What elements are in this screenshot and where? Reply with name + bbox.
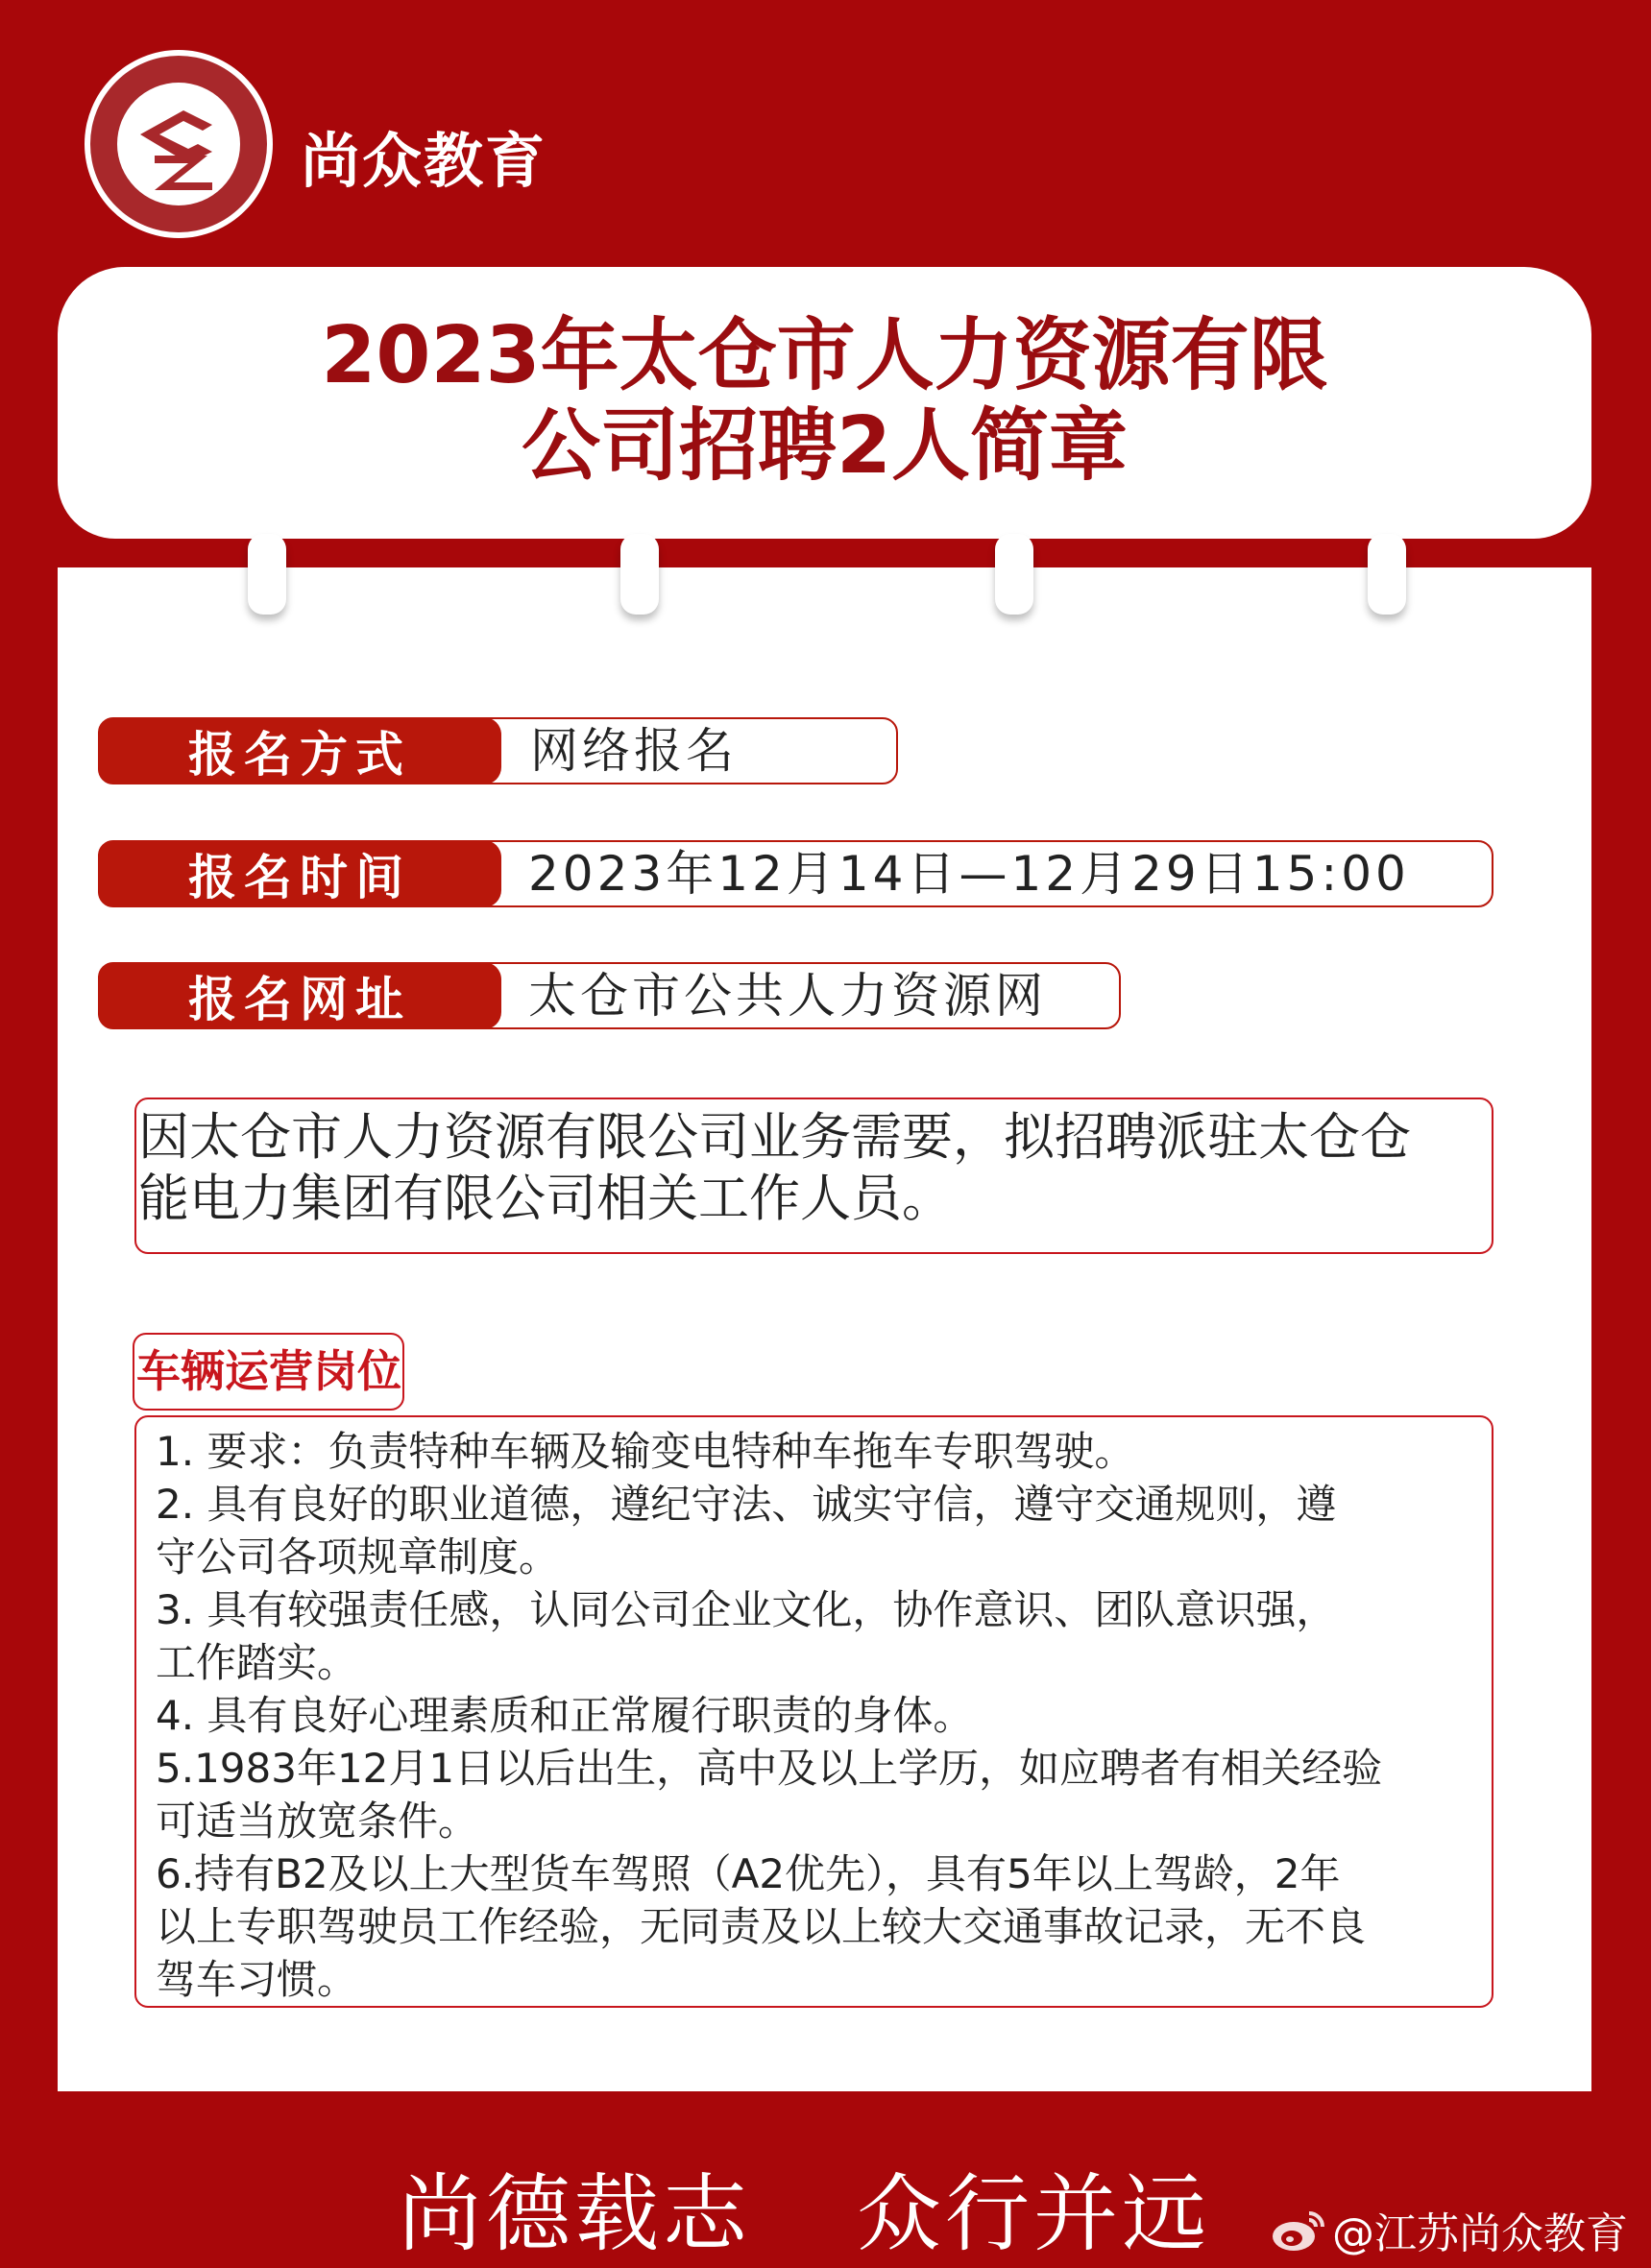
- position-title: 车辆运营岗位: [133, 1333, 404, 1411]
- title-line-2: 公司招聘2人简章: [521, 400, 1129, 492]
- requirement-line: 1. 要求：负责特种车辆及输变电特种车拖车专职驾驶。: [156, 1428, 1135, 1475]
- intro-box: [134, 1098, 1493, 1254]
- intro-line: 能电力集团有限公司相关工作人员。: [138, 1170, 953, 1228]
- intro-line: 因太仓市人力资源有限公司业务需要，拟招聘派驻太仓仓: [138, 1108, 1411, 1167]
- weibo-text: @江苏尚众教育: [1332, 2209, 1628, 2258]
- title-card: [58, 267, 1591, 539]
- info-label: 报名网址: [98, 962, 501, 1029]
- requirements-list: [134, 1415, 1493, 2008]
- requirement-line: 可适当放宽条件。: [156, 1798, 479, 1845]
- requirement-line: 3. 具有较强责任感，认同公司企业文化，协作意识、团队意识强，: [156, 1586, 1337, 1633]
- slogan-2: 众行并远: [857, 2164, 1211, 2263]
- weibo-icon: [1271, 2206, 1326, 2254]
- binder-ring: [995, 534, 1033, 615]
- requirement-line: 以上专职驾驶员工作经验，无同责及以上较大交通事故记录，无不良: [156, 1903, 1367, 1950]
- binder-ring: [620, 534, 659, 615]
- requirement-line: 5.1983年12月1日以后出生，高中及以上学历，如应聘者有相关经验: [156, 1745, 1383, 1792]
- info-value: 网络报名: [530, 723, 738, 779]
- brand-name: 尚众教育: [301, 126, 547, 196]
- sz-logo-icon: [131, 96, 227, 192]
- requirement-line: 4. 具有良好心理素质和正常履行职责的身体。: [156, 1692, 974, 1739]
- slogan-1: 尚德载志: [398, 2164, 752, 2263]
- title-line-1: 2023年太仓市人力资源有限: [321, 310, 1328, 401]
- info-value: 太仓市公共人力资源网: [528, 968, 1047, 1024]
- requirement-line: 工作踏实。: [156, 1639, 358, 1686]
- binder-ring: [248, 534, 286, 615]
- requirement-line: 6.持有B2及以上大型货车驾照（A2优先），具有5年以上驾龄，2年: [156, 1850, 1341, 1897]
- info-label: 报名方式: [98, 717, 501, 784]
- requirement-line: 守公司各项规章制度。: [156, 1533, 560, 1580]
- requirement-line: 2. 具有良好的职业道德，遵纪守法、诚实守信，遵守交通规则，遵: [156, 1481, 1337, 1528]
- weibo-handle: [1271, 2199, 1628, 2260]
- binder-ring: [1368, 534, 1406, 615]
- logo: [85, 50, 273, 238]
- requirement-line: 驾车习惯。: [156, 1956, 358, 2003]
- info-value: 2023年12月14日—12月29日15:00: [528, 846, 1410, 902]
- info-label: 报名时间: [98, 840, 501, 907]
